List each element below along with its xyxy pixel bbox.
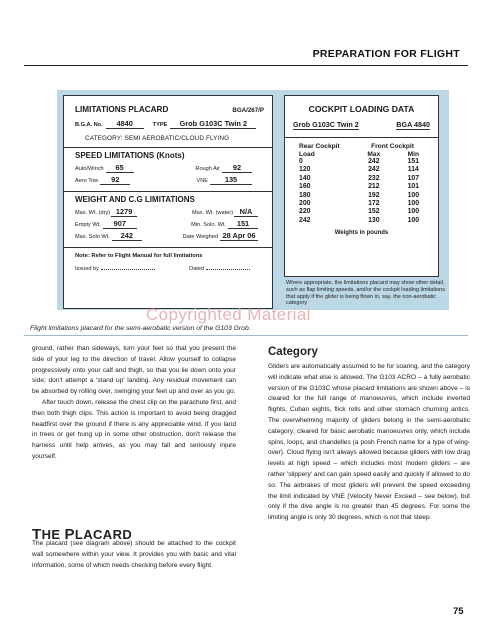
rear-load-cell: 220 — [299, 208, 311, 216]
cockpit-row — [291, 183, 432, 191]
max-water-label: Max. Wt. (water) — [191, 210, 233, 216]
max-dry-label: Max. Wt. (dry) — [75, 210, 111, 216]
placard-title: LIMITATIONS PLACARD — [75, 105, 169, 114]
panel-caption: Where appropriate, the limitations placard may show other detail, such as flap limiting speeds, and/or the cockpit loading limitations that apply if the glider is being flown in, say, the non-aerobatic category — [286, 280, 445, 307]
figure-caption: Flight limitations placard for the semi-aerobatic version of the G103 Grob. — [30, 325, 251, 332]
bga-no-label: B.G.A. No. — [75, 122, 103, 128]
front-max-cell: 242 — [368, 158, 380, 165]
cockpit-bga: BGA 4840 — [396, 120, 430, 129]
rear-load-cell: 0 — [299, 158, 303, 165]
type-value: Grob G103C Twin 2 — [170, 120, 256, 129]
max-water-value: N/A — [234, 208, 258, 217]
front-min-cell: 100 — [407, 200, 420, 208]
cockpit-loading-table — [291, 143, 432, 225]
front-min-cell: 100 — [407, 216, 420, 224]
cockpit-footer: Weights in pounds — [334, 230, 389, 237]
front-min-cell: 101 — [407, 183, 420, 191]
front-min-cell: 107 — [407, 174, 420, 182]
rear-load-cell: 120 — [299, 166, 311, 174]
front-min-cell: 114 — [407, 166, 419, 174]
placard-category: CATEGORY: SEMI AEROBATIC/CLOUD FLYING — [85, 135, 230, 142]
copyright-watermark: Copyrighted Material — [146, 305, 311, 324]
front-max-cell: 212 — [368, 183, 380, 191]
cockpit-type: Grob G103C Twin 2 — [293, 120, 359, 129]
max-solo-value: 242 — [112, 232, 142, 241]
min-header: Min — [407, 150, 419, 158]
dated-blank — [206, 269, 250, 270]
cockpit-title: COCKPIT LOADING DATA — [308, 104, 415, 114]
front-cockpit-header: Front Cockpit — [371, 143, 414, 150]
category-heading: Category — [268, 346, 318, 358]
max-header: Max — [367, 150, 381, 158]
empty-weight-value: 907 — [103, 220, 137, 229]
cockpit-divider — [285, 137, 438, 138]
header-title: PREPARATION FOR FLIGHT — [312, 48, 460, 60]
issued-by-label: Issued by — [75, 266, 99, 272]
auto-winch-value: 65 — [106, 164, 134, 173]
cockpit-row — [291, 166, 432, 174]
bga-no-value: 4840 — [106, 120, 144, 129]
aero-tow-label: Aero Tow — [75, 178, 99, 184]
front-min-cell: 100 — [407, 191, 420, 199]
date-weighed-value: 28 Apr 06 — [220, 232, 258, 241]
cockpit-row — [291, 200, 432, 208]
limitations-placard — [63, 95, 273, 309]
max-dry-value: 1279 — [111, 208, 137, 217]
front-max-cell: 232 — [368, 174, 380, 182]
weight-limitations-heading: WEIGHT AND C.G LIMITATIONS — [64, 191, 272, 204]
rough-air-value: 92 — [222, 164, 252, 173]
front-min-cell: 151 — [407, 158, 420, 165]
placard-note: Note: Refer to Flight Manual for full limitations — [64, 247, 272, 259]
date-weighed-label: Date Weighed — [182, 234, 218, 240]
dated-label: Dated — [189, 266, 204, 272]
rear-load-cell: 140 — [299, 174, 311, 182]
type-label: TYPE — [152, 122, 168, 128]
vne-value: 135 — [210, 176, 252, 185]
left-paragraph-3: The placard (see diagram above) should be attached to the cockpit wall somewhere within your view. It provides you with basic and vital information, some of which needs checking before every flight. — [32, 540, 236, 569]
placard-heading: THE PLACARD — [32, 526, 133, 543]
page-number: 75 — [453, 606, 464, 617]
rear-load-cell: 160 — [299, 183, 311, 191]
left-column-top — [32, 344, 236, 463]
left-paragraph-2: After touch down, release the chest clip on the parachute first, and then both thigh clips. This action is important to avoid being dragged headfirst over the ground if there is any appreciable wind. If you land in trees or get hung up in some other obstruction, don't release the harness until help arrives, as you may fall and seriously injure yourself. — [32, 398, 236, 460]
min-solo-value: 151 — [228, 220, 258, 229]
front-max-cell: 172 — [368, 200, 380, 208]
speed-limitations-heading: SPEED LIMITATIONS (Knots) — [64, 147, 272, 160]
vne-label: VNE — [196, 178, 208, 184]
cockpit-row — [291, 217, 432, 225]
right-column — [268, 362, 470, 524]
cockpit-row — [291, 208, 432, 216]
rear-load-cell: 180 — [299, 191, 311, 199]
rear-load-cell: 242 — [299, 216, 311, 224]
left-paragraph-1: ground, rather than sideways, turn your feet so that you present the side of your leg to the direction of travel. Allow yourself to collapse progressively onto your calf and thigh, so that you lie down onto your side; don't attempt a 'stand up' landing. Any residual movement can be absorbed by rolling over, swinging your feet up and over as you go. — [32, 345, 236, 396]
running-header — [24, 44, 468, 66]
cockpit-row — [291, 175, 432, 183]
rear-load-cell: 200 — [299, 200, 311, 208]
front-max-cell: 192 — [368, 191, 380, 199]
rough-air-label: Rough Air — [195, 166, 220, 172]
issued-by-blank — [101, 269, 155, 270]
right-paragraph-1: Gliders are automatically assumed to be for soaring, and the category will indicate what else is allowed. The G103 ACRO – a fully aerobatic version of the G103C whose placard limitations are shown above – is cleared for the full range of manoeuvres, which include inverted flights, Cuban eights, flick rolls and other stomach churning antics. The overwhelming majority of gliders belong in the semi-aerobatic category; cleared for basic aerobatic manoeuvres only, which include spins, loops, and chandelles (a posh French name for a type of wing-over). Cloud flying isn't always allowed because gliders with low drag levels at high speed – which includes most modern gliders – are rather 'slippery' and can gain speed easily and quickly if allowed to do so. The airbrakes of most gliders will prevent the speed exceeding the limit indicated by VNE (Velocity Never Exceed – see below), but only if the dive angle is no greater than 45 degrees. For some the limiting angle is only 30 degrees, which is not that steep. — [268, 363, 470, 522]
placard-ref: BGA/267/P — [232, 107, 264, 114]
front-max-cell: 152 — [368, 208, 380, 216]
cockpit-row — [291, 158, 432, 166]
rear-cockpit-header: Rear Cockpit Load — [299, 143, 340, 158]
cockpit-row — [291, 192, 432, 200]
front-min-cell: 100 — [407, 208, 420, 216]
caption-separator — [24, 335, 468, 336]
min-solo-label: Min. Solo. Wt. — [191, 222, 226, 228]
cockpit-loading-card — [284, 95, 439, 277]
left-column-bottom — [32, 539, 236, 571]
front-max-cell: 242 — [368, 166, 380, 174]
aero-tow-value: 92 — [100, 176, 130, 185]
auto-winch-label: Auto/Winch — [75, 166, 104, 172]
empty-weight-label: Empty Wt. — [75, 222, 101, 228]
front-max-cell: 130 — [368, 216, 380, 224]
max-solo-label: Max. Solo Wt. — [75, 234, 110, 240]
